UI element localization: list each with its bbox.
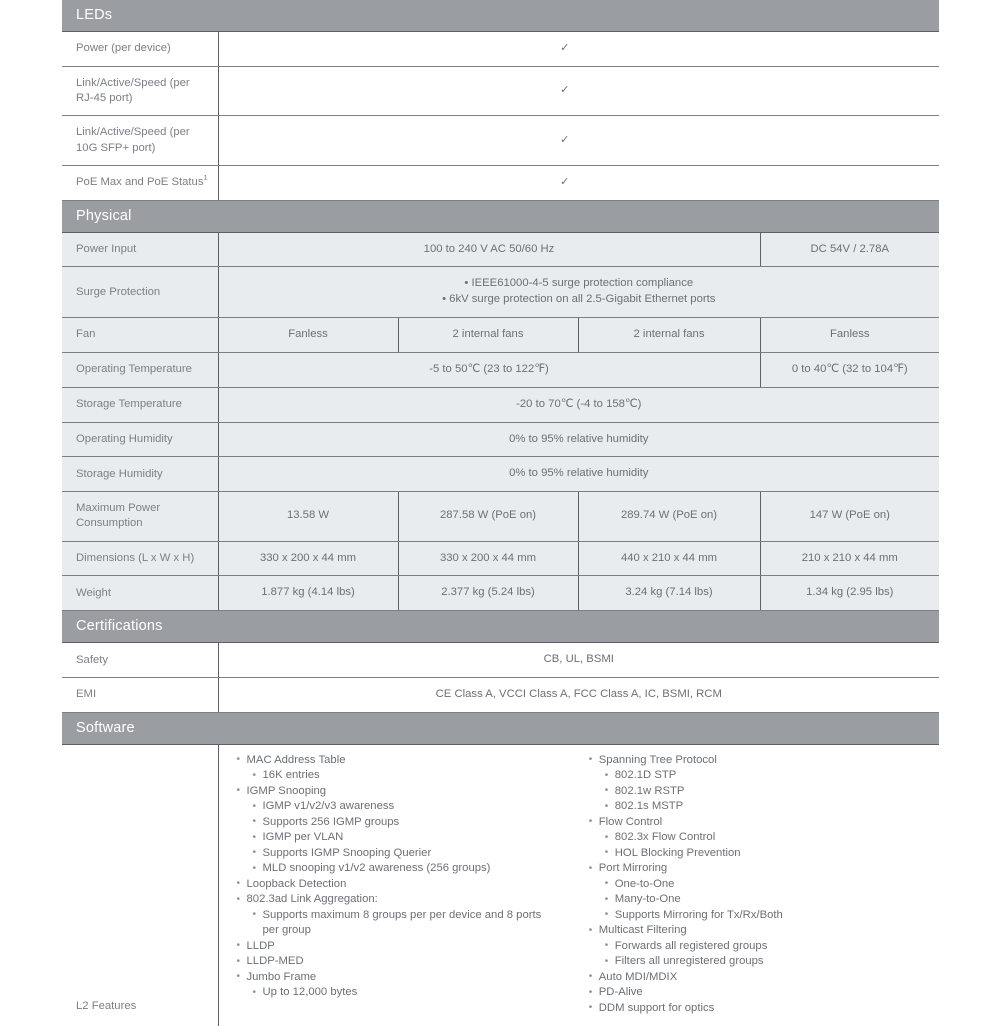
- value-cell: 1.34 kg (2.95 lbs): [760, 576, 939, 611]
- table-row: [62, 541, 939, 576]
- value-cell: 287.58 W (PoE on): [398, 492, 578, 542]
- row-label: EMI: [62, 678, 218, 713]
- feature-row: [62, 744, 939, 1026]
- feature-list-item: • 802.3ad Link Aggregation:: [237, 892, 579, 908]
- feature-list-item: • Supports 256 IGMP groups: [237, 815, 579, 831]
- table-row: [62, 267, 939, 318]
- row-label: PoE Max and PoE Status$^1$: [62, 165, 218, 200]
- value-cell: -20 to 70℃ (-4 to 158℃): [218, 387, 939, 422]
- table-row: [62, 32, 939, 67]
- feature-list-item: • One-to-One: [589, 877, 939, 893]
- table-row: [62, 232, 939, 267]
- check-icon: ✓: [560, 42, 570, 54]
- feature-list-item: • Port Mirroring: [589, 861, 939, 877]
- section-header-physical: [62, 200, 939, 232]
- row-label: Safety: [62, 643, 218, 678]
- table-row: [62, 422, 939, 457]
- value-cell: DC 54V / 2.78A: [760, 232, 939, 267]
- value-cell: 330 x 200 x 44 mm: [218, 541, 398, 576]
- feature-list-item: • Auto MDI/MDIX: [589, 970, 939, 986]
- feature-list-item: • Jumbo Frame: [237, 970, 579, 986]
- value-cell: -5 to 50℃ (23 to 122℉): [218, 352, 760, 387]
- feature-list-item: • Up to 12,000 bytes: [237, 985, 579, 1001]
- feature-list-item: • IGMP v1/v2/v3 awareness: [237, 799, 579, 815]
- value-cell: 2.377 kg (5.24 lbs): [398, 576, 578, 611]
- feature-list-item: • Loopback Detection: [237, 877, 579, 893]
- value-cell: 2 internal fans: [398, 318, 578, 353]
- feature-list: [589, 753, 939, 1017]
- value-cell: 330 x 200 x 44 mm: [398, 541, 578, 576]
- feature-list-item: • LLDP: [237, 939, 579, 955]
- feature-list-item: • Flow Control: [589, 815, 939, 831]
- table-row: [62, 116, 939, 166]
- row-label: Power Input: [62, 232, 218, 267]
- value-cell: CE Class A, VCCI Class A, FCC Class A, IC, BSMI, RCM: [218, 678, 939, 713]
- section-header-certifications: [62, 611, 939, 643]
- feature-list-item: • Forwards all registered groups: [589, 939, 939, 955]
- section-title: Physical: [62, 200, 939, 232]
- value-cell: Fanless: [218, 318, 398, 353]
- row-label: Dimensions (L x W x H): [62, 541, 218, 576]
- feature-list-item: • 802.1D STP: [589, 768, 939, 784]
- check-cell: [218, 66, 939, 116]
- row-label: Storage Humidity: [62, 457, 218, 492]
- section-title: Certifications: [62, 611, 939, 643]
- row-label: Fan: [62, 318, 218, 353]
- feature-list: [237, 753, 579, 1001]
- section-title: Software: [62, 712, 939, 744]
- feature-list-item: • LLDP-MED: [237, 954, 579, 970]
- row-label: Operating Temperature: [62, 352, 218, 387]
- table-row: [62, 318, 939, 353]
- feature-list-item: • Spanning Tree Protocol: [589, 753, 939, 769]
- row-label: Maximum Power Consumption: [62, 492, 218, 542]
- table-row: [62, 576, 939, 611]
- value-cell: 13.58 W: [218, 492, 398, 542]
- value-cell: Fanless: [760, 318, 939, 353]
- row-label: Storage Temperature: [62, 387, 218, 422]
- value-cell: • IEEE61000-4-5 surge protection compliance • 6kV surge protection on all 2.5-Gigabit Ethernet ports: [218, 267, 939, 318]
- table-row: [62, 66, 939, 116]
- check-cell: [218, 116, 939, 166]
- value-cell: 3.24 kg (7.14 lbs): [578, 576, 760, 611]
- check-icon: ✓: [560, 133, 570, 146]
- value-cell: 2 internal fans: [578, 318, 760, 353]
- section-title: LEDs: [62, 0, 939, 32]
- feature-list-item: • IGMP Snooping: [237, 784, 579, 800]
- feature-row-label: L2 Features: [62, 744, 218, 1026]
- row-label: Link/Active/Speed (per RJ-45 port): [62, 66, 218, 116]
- table-row: [62, 387, 939, 422]
- feature-column-2: [579, 753, 939, 1017]
- value-cell: 289.74 W (PoE on): [578, 492, 760, 542]
- check-cell: [218, 32, 939, 67]
- feature-list-item: • 802.3x Flow Control: [589, 830, 939, 846]
- feature-list-item: • 802.1w RSTP: [589, 784, 939, 800]
- table-row: [62, 352, 939, 387]
- footnote-marker: 1: [203, 173, 208, 183]
- table-row: [62, 678, 939, 713]
- feature-list-item: • Supports maximum 8 groups per per device and 8 ports: [237, 908, 579, 924]
- table-row: [62, 165, 939, 200]
- feature-list-item: • 802.1s MSTP: [589, 799, 939, 815]
- value-cell: 100 to 240 V AC 50/60 Hz: [218, 232, 760, 267]
- check-icon: ✓: [560, 84, 570, 97]
- feature-list-item: • Multicast Filtering: [589, 923, 939, 939]
- feature-list-container: [218, 744, 939, 1026]
- feature-list-item: • IGMP per VLAN: [237, 830, 579, 846]
- feature-list-item: • HOL Blocking Prevention: [589, 846, 939, 862]
- section-header-leds: [62, 0, 939, 32]
- feature-list-item: • MLD snooping v1/v2 awareness (256 groups): [237, 861, 579, 877]
- row-label: Power (per device): [62, 32, 218, 67]
- feature-column-1: [219, 753, 579, 1017]
- feature-list-item: • Supports IGMP Snooping Querier: [237, 846, 579, 862]
- value-cell: 0 to 40℃ (32 to 104℉): [760, 352, 939, 387]
- specifications-table: [62, 0, 939, 1026]
- feature-list-item: • MAC Address Table: [237, 753, 579, 769]
- table-row: [62, 457, 939, 492]
- check-icon: ✓: [560, 175, 570, 188]
- table-row: [62, 492, 939, 542]
- value-cell: 440 x 210 x 44 mm: [578, 541, 760, 576]
- value-cell: CB, UL, BSMI: [218, 643, 939, 678]
- feature-list-item: • PD-Alive: [589, 985, 939, 1001]
- feature-list-item: • Many-to-One: [589, 892, 939, 908]
- specifications-table-body: [62, 0, 939, 1026]
- check-cell: [218, 165, 939, 200]
- value-cell: 0% to 95% relative humidity: [218, 457, 939, 492]
- section-header-software: [62, 712, 939, 744]
- feature-list-item: per group: [262, 924, 311, 937]
- row-label: Link/Active/Speed (per 10G SFP+ port): [62, 116, 218, 166]
- table-row: [62, 643, 939, 678]
- value-cell: 1.877 kg (4.14 lbs): [218, 576, 398, 611]
- value-cell: 147 W (PoE on): [760, 492, 939, 542]
- feature-list-item: • Filters all unregistered groups: [589, 954, 939, 970]
- row-label: Weight: [62, 576, 218, 611]
- value-cell: 0% to 95% relative humidity: [218, 422, 939, 457]
- value-cell: 210 x 210 x 44 mm: [760, 541, 939, 576]
- row-label: Surge Protection: [62, 267, 218, 318]
- feature-list-item: • 16K entries: [237, 768, 579, 784]
- row-label: Operating Humidity: [62, 422, 218, 457]
- feature-list-item: • DDM support for optics: [589, 1001, 939, 1017]
- feature-list-item: • Supports Mirroring for Tx/Rx/Both: [589, 908, 939, 924]
